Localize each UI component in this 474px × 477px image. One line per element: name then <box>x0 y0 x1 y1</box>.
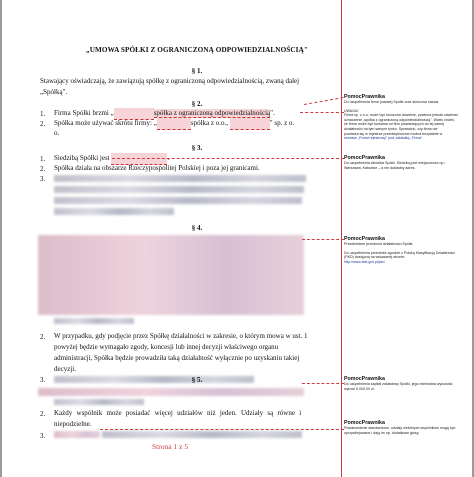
section-4-item-2 <box>54 331 308 375</box>
redacted-text <box>54 431 100 438</box>
section-4-line: decyzji. <box>54 365 76 373</box>
comment-line: UWAGA! <box>344 108 359 113</box>
item-number: 2. <box>40 120 46 128</box>
company-name-suffix-highlight[interactable]: spółka z ograniczoną odpowiedzialnością <box>153 109 271 117</box>
comment-body <box>344 242 466 264</box>
document-title: „UMOWA SPÓŁKI Z OGRANICZONĄ ODPOWIEDZIALNOŚCIĄ" <box>86 46 308 54</box>
comment-author: PomocPrawnika <box>344 376 385 382</box>
comment-line: działalności na tym samym rynku. Sprawdzić, czy firma nie <box>344 126 438 131</box>
comment-line: uprzywilejowane i dają im np. dodatkowe głosy. <box>344 430 420 435</box>
section-1-heading: § 1. <box>191 67 203 75</box>
comment-line: serwisie „Portal rejestrowy" pod zakładką „Firma". <box>344 136 424 141</box>
comment-connector <box>304 97 344 105</box>
comment-balloon[interactable] <box>344 376 466 391</box>
section-4-line: W przypadku, gdy podjęcie przez Spółkę działalności w zakresie, o którym mowa w ust. 1 <box>54 332 308 340</box>
comment-line: powtarza się w rejestrze przedsiębiorców można bezpłatnie w <box>344 131 443 136</box>
redacted-text <box>54 399 144 405</box>
redacted-share-capital <box>38 388 304 396</box>
item-number: 1. <box>40 110 46 118</box>
item-number: 2. <box>40 165 46 173</box>
page-counter-prefix: Strona <box>152 442 174 451</box>
section-4-line: powyżej będzie wymagało zgody, koncesji lub innej decyzji właściwego organu <box>54 343 279 351</box>
short-name-prefix: Spółka może używać skrótu firmy: „ <box>54 119 157 127</box>
item-number: 1. <box>40 155 46 163</box>
comment-body <box>344 100 466 141</box>
comment-line: Do uzupełnienia siedziba Spółki. Siedzibą jest miejscowość np.: <box>344 161 446 165</box>
section-1-line: „Spółką". <box>40 88 68 96</box>
comment-balloon[interactable] <box>344 94 466 141</box>
comment-author: PomocPrawnika <box>344 155 385 161</box>
section-1-line: Stawający oświadczają, że zawiązują spółkę z ograniczoną odpowiedzialnością, zwaną dalej <box>40 77 300 85</box>
redacted-text <box>54 197 302 204</box>
comment-line: Warszawa, Katowice – a nie dokładny adres. <box>344 165 416 170</box>
comment-connector <box>302 239 344 240</box>
comment-line: (PKD) dostępną na wskazanej stronie: <box>344 255 406 260</box>
comment-line: Postanowienie standardowe, udziały niektórych wspólników mogą być <box>344 426 456 430</box>
comment-author: PomocPrawnika <box>344 236 385 242</box>
company-short-name-line: Spółka może używać skrótu firmy: „ spółka z o.o., " sp. z o. <box>54 118 294 130</box>
comment-balloon[interactable] <box>344 155 466 170</box>
comment-connector <box>100 429 344 430</box>
seat-label: Siedzibą Spółki jest <box>54 154 110 162</box>
item-number: 3. <box>40 175 46 183</box>
comment-body <box>344 161 466 170</box>
company-name-close: ". <box>270 109 275 117</box>
redacted-text <box>54 186 304 193</box>
comment-body <box>344 426 466 435</box>
section-5-item-2 <box>54 408 304 430</box>
comment-line: Do uzupełnienia przedmiot zgodnie z Polską Klasyfikacją Działalności <box>344 250 455 255</box>
comment-connector <box>302 383 344 384</box>
comment-line: Przedmiotem przedmiot działalności Spółki. <box>344 242 414 246</box>
comment-author: PomocPrawnika <box>344 94 385 100</box>
comment-line: Do uzupełnienia kapitał zakładowy Spółki, jego minimalna wysokość <box>344 382 453 386</box>
comment-connector <box>300 112 344 113</box>
comment-link[interactable]: http://www.stat.gov.pl/pkd <box>344 259 385 264</box>
section-5-heading: § 5. <box>191 376 203 384</box>
comment-line: wynosi 5.000,00 zł. <box>344 386 375 391</box>
item-number: 2. <box>40 333 46 341</box>
comment-body <box>344 382 466 391</box>
comment-line: Firma sp. z o.o. może być tworzona dowolnie, powinna jednak zawierać <box>344 113 459 118</box>
page-total: 5 <box>184 442 189 451</box>
redacted-text <box>54 175 306 182</box>
short-name-continuation: o. <box>54 129 60 137</box>
seat-line: Siedzibą Spółki jest . <box>54 153 169 165</box>
section-5-line: niepodzielne. <box>54 420 92 428</box>
section-3-heading: § 3. <box>191 144 203 152</box>
short-name-suffix: spółka z o.o. <box>190 119 227 127</box>
comment-balloon[interactable] <box>344 236 466 264</box>
redacted-text <box>102 431 302 438</box>
comment-line: że firma może być tożsama od firm prowadzących do tej samej <box>344 122 445 127</box>
short-name-end: sp. z o. <box>274 119 295 127</box>
section-4-line: administracji, Spółka będzie prowadziła taką działalność wyłącznie po uzyskaniu takiej <box>54 354 300 362</box>
page-counter-mid: z <box>177 442 185 451</box>
comment-line: Do uzupełnienia firma (nazwa) Spółki oraz skrócona nazwa. <box>344 100 440 104</box>
comment-line: oznaczenie „spółka z ograniczoną odpowiedzialnością". Warto chcieć, <box>344 117 456 122</box>
short-name-blank[interactable] <box>157 118 191 130</box>
comment-connector <box>112 158 344 159</box>
item-number: 3. <box>40 432 46 440</box>
item-number: 2. <box>40 410 46 418</box>
redacted-business-scope <box>38 235 304 315</box>
redacted-text <box>54 318 134 324</box>
redacted-text <box>54 208 174 215</box>
company-name-prefix: Firma Spółki brzmi „ <box>54 109 114 117</box>
comment-author: PomocPrawnika <box>344 420 385 426</box>
section-1-text <box>40 76 308 98</box>
document-page <box>2 0 472 477</box>
section-2-heading: § 2. <box>191 100 203 108</box>
territory-line: Spółka działa na obszarze Rzeczypospolitej Polskiej i poza jej granicami. <box>54 164 260 172</box>
comment-balloon[interactable] <box>344 420 466 435</box>
page-current: 1 <box>173 442 178 451</box>
section-5-line: Każdy wspólnik może posiadać więcej udziałów niż jeden. Udziały są równe i <box>54 409 302 417</box>
item-number: 3. <box>40 376 46 384</box>
page-counter <box>152 442 188 451</box>
short-name-blank-2[interactable] <box>230 118 270 130</box>
section-4-heading: § 4. <box>191 224 203 232</box>
